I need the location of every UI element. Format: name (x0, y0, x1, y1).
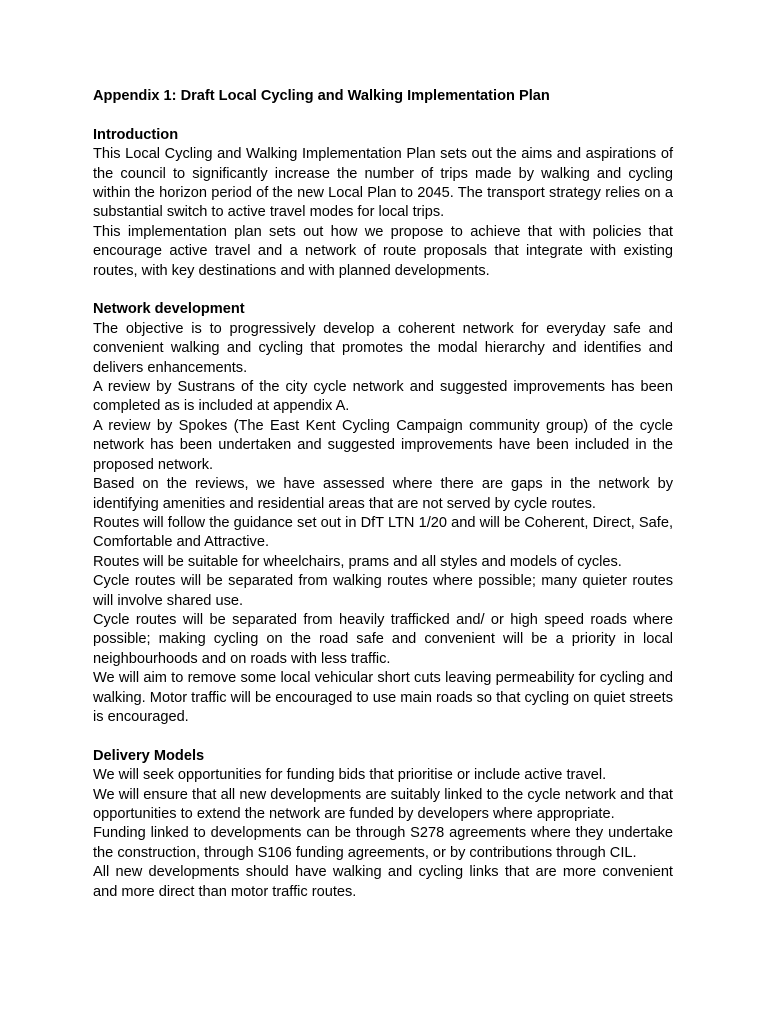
paragraph: Routes will follow the guidance set out in DfT LTN 1/20 and will be Coherent, Direct, Safe, Comfortable and Attractive. (93, 514, 673, 551)
section-delivery-models (93, 747, 673, 902)
paragraph: Based on the reviews, we have assessed where there are gaps in the network by identifying amenities and residential areas that are not served by cycle routes. (93, 476, 673, 512)
paragraph: Cycle routes will be separated from heavily trafficked and/ or high speed roads where possible; making cycling on the road safe and convenient will be a priority in local neighbourhoods and on roads with less traffic. (93, 611, 673, 667)
paragraph: We will aim to remove some local vehicular short cuts leaving permeability for cycling and walking. Motor traffic will be encouraged to use main roads so that cycling on quiet streets is encouraged. (93, 670, 673, 725)
paragraph: Funding linked to developments can be through S278 agreements where they undertake the construction, through S106 funding agreements, or by contributions through CIL. (93, 825, 673, 861)
paragraph: Cycle routes will be separated from walking routes where possible; many quieter routes will involve shared use. (93, 573, 673, 609)
paragraph: All new developments should have walking and cycling links that are more convenient and more direct than motor traffic routes. (93, 864, 673, 900)
paragraph: We will ensure that all new developments are suitably linked to the cycle network and that opportunities to extend the network are funded by developers where appropriate. (93, 786, 673, 822)
section-network-development (93, 300, 673, 727)
paragraph: This implementation plan sets out how we propose to achieve that with policies that encourage active travel and a network of route proposals that integrate with existing routes, with key destinations and with planned developments. (93, 223, 673, 279)
section-heading: Introduction (93, 126, 179, 143)
section-heading: Delivery Models (93, 747, 205, 764)
document-title: Appendix 1: Draft Local Cycling and Walking Implementation Plan (93, 88, 550, 104)
paragraph: A review by Spokes (The East Kent Cycling Campaign community group) of the cycle network has been undertaken and suggested improvements have been included in the proposed network. (93, 417, 673, 473)
paragraph: A review by Sustrans of the city cycle network and suggested improvements has been completed as is included at appendix A. (93, 379, 673, 415)
section-introduction (93, 126, 673, 281)
paragraph: This Local Cycling and Walking Implementation Plan sets out the aims and aspirations of the council to significantly increase the number of trips made by walking and cycling within the horizon period of the new Local Plan to 2045. The transport strategy relies on a substantial switch to active travel modes for local trips. (93, 146, 673, 221)
section-heading: Network development (93, 301, 245, 318)
document-body (93, 87, 673, 902)
paragraph: We will seek opportunities for funding bids that prioritise or include active travel. (93, 767, 607, 784)
paragraph: Routes will be suitable for wheelchairs, prams and all styles and models of cycles. (93, 553, 622, 570)
paragraph: The objective is to progressively develop a coherent network for everyday safe and convenient walking and cycling that promotes the modal hierarchy and identifies and delivers enhancements. (93, 320, 673, 376)
